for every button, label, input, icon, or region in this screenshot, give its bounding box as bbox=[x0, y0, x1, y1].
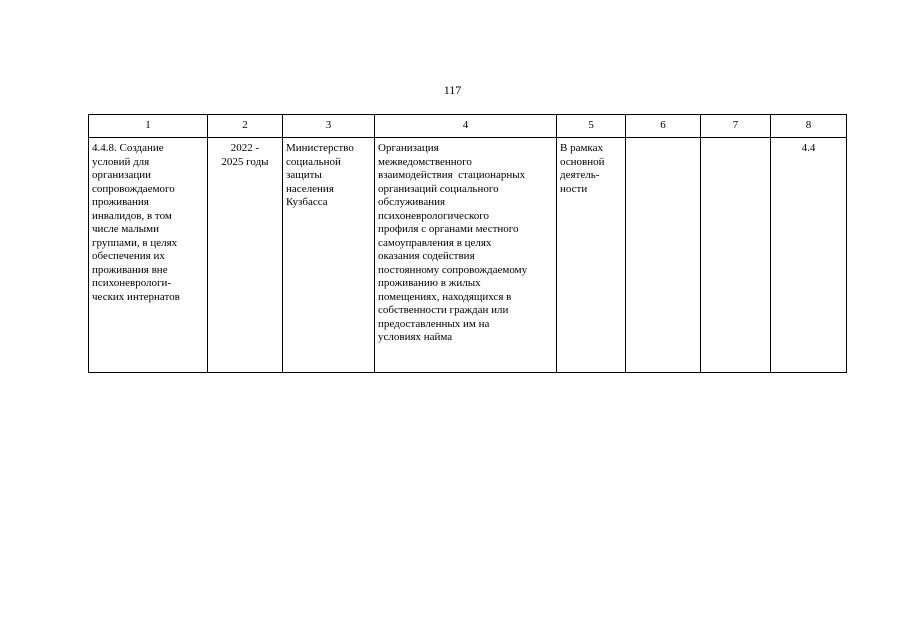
text-line: проживанию в жилых bbox=[378, 277, 481, 289]
text-line: социальной bbox=[286, 155, 341, 168]
text-line: условий для bbox=[92, 155, 150, 168]
cell-col-6 bbox=[626, 138, 701, 373]
text-line: 2022 - bbox=[230, 142, 260, 154]
text-line: организации bbox=[92, 169, 152, 181]
text-line: основной bbox=[560, 155, 605, 168]
header-col-8: 8 bbox=[771, 115, 847, 138]
text-line: Организация bbox=[378, 142, 439, 154]
text-line: взаимодействия стационарных bbox=[378, 169, 526, 181]
text-line: обслуживания bbox=[378, 196, 446, 208]
text-line: группами, в целях bbox=[92, 236, 178, 249]
header-col-5: 5 bbox=[557, 115, 626, 138]
text-line: психоневрологи- bbox=[92, 277, 172, 289]
cell-responsible bbox=[283, 138, 375, 373]
text-line: оказания содействия bbox=[378, 250, 475, 262]
program-table bbox=[88, 114, 847, 373]
cell-description bbox=[375, 138, 557, 373]
text-line: ческих интернатов bbox=[92, 290, 180, 303]
cell-period bbox=[208, 138, 283, 373]
cell-col-7 bbox=[701, 138, 771, 373]
text-line: психоневрологического bbox=[378, 209, 490, 222]
page-number: 117 bbox=[443, 83, 462, 97]
text-line: организаций социального bbox=[378, 182, 499, 195]
text-line: проживания bbox=[92, 196, 149, 208]
text-line: 4.4.8. Создание bbox=[92, 142, 164, 154]
header-col-7: 7 bbox=[701, 115, 771, 138]
header-col-6: 6 bbox=[626, 115, 701, 138]
header-row bbox=[89, 115, 847, 138]
cell-measure-name bbox=[89, 138, 208, 373]
text-line: населения bbox=[286, 182, 334, 195]
text-line: межведомственного bbox=[378, 155, 472, 168]
text-line: защиты bbox=[286, 169, 322, 181]
header-col-2: 2 bbox=[208, 115, 283, 138]
header-col-1: 1 bbox=[89, 115, 208, 138]
table-row bbox=[89, 138, 847, 373]
text-line: обеспечения их bbox=[92, 250, 165, 262]
text-line: 2025 годы bbox=[221, 155, 269, 168]
text-line: ности bbox=[560, 182, 588, 195]
text-line: профиля с органами местного bbox=[378, 223, 519, 235]
cell-funding bbox=[557, 138, 626, 373]
text-line: условиях найма bbox=[378, 331, 453, 343]
text-line: помещениях, находящихся в bbox=[378, 290, 512, 303]
header-col-3: 3 bbox=[283, 115, 375, 138]
text-line: проживания вне bbox=[92, 263, 168, 276]
text-line: инвалидов, в том bbox=[92, 209, 172, 222]
header-col-4: 4 bbox=[375, 115, 557, 138]
text-line: самоуправления в целях bbox=[378, 236, 492, 249]
text-line: Кузбасса bbox=[286, 196, 328, 208]
text-line: сопровождаемого bbox=[92, 182, 175, 195]
text-line: Министерство bbox=[286, 142, 354, 154]
text-line: числе малыми bbox=[92, 223, 160, 235]
text-line: собственности граждан или bbox=[378, 304, 509, 316]
text-line: предоставленных им на bbox=[378, 317, 490, 330]
text-line: постоянному сопровождаемому bbox=[378, 263, 528, 276]
text-line: деятель- bbox=[560, 169, 600, 181]
cell-indicator: 4.4 bbox=[771, 138, 847, 373]
text-line: В рамках bbox=[560, 142, 603, 154]
